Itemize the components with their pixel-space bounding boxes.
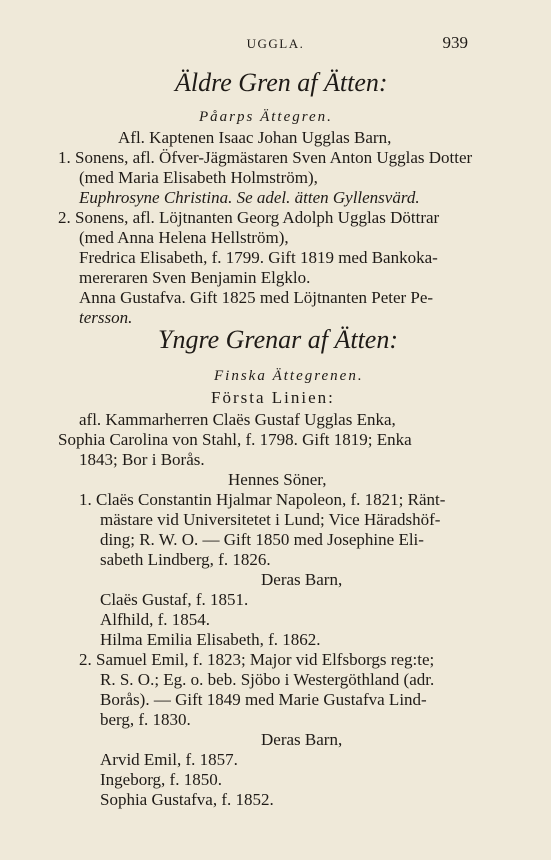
text-line: Claës Gustaf, f. 1851. <box>100 590 249 609</box>
text-line: Arvid Emil, f. 1857. <box>100 750 238 769</box>
text-line: mereraren Sven Benjamin Elgklo. <box>79 268 311 287</box>
text-line: Hilma Emilia Elisabeth, f. 1862. <box>100 630 321 649</box>
subheading-forsta-linien: Första Linien: <box>211 388 335 407</box>
text-line: 2. Sonens, afl. Löjtnanten Georg Adolph Ugglas Döttrar <box>58 208 440 227</box>
text-line: mästare vid Universitetet i Lund; Vice Häradshöf- <box>100 510 441 529</box>
subheading-finska: Finska Ättegrenen. <box>214 368 364 384</box>
text-line: Hennes Söner, <box>228 470 327 489</box>
text-line: Fredrica Elisabeth, f. 1799. Gift 1819 med Bankoka- <box>79 248 438 267</box>
text-line: R. S. O.; Eg. o. beb. Sjöbo i Westergöthland (adr. <box>100 670 435 689</box>
text-line: 1843; Bor i Borås. <box>79 450 205 469</box>
subheading-paarps: Påarps Ättegren. <box>199 109 333 125</box>
text-line: 2. Samuel Emil, f. 1823; Major vid Elfsborgs reg:te; <box>79 650 435 669</box>
text-line: 1. Sonens, afl. Öfver-Jägmästaren Sven Anton Ugglas Dotter <box>58 148 473 167</box>
text-line: afl. Kammarherren Claës Gustaf Ugglas Enka, <box>79 410 396 429</box>
text-line: tersson. <box>79 308 133 327</box>
text-line: sabeth Lindberg, f. 1826. <box>100 550 271 569</box>
text-line: Euphrosyne Christina. Se adel. ätten Gyllensvärd. <box>79 188 420 207</box>
text-line: ding; R. W. O. — Gift 1850 med Josephine Eli- <box>100 530 424 549</box>
page-number: 939 <box>442 33 468 52</box>
text-line: Anna Gustafva. Gift 1825 med Löjtnanten Peter Pe- <box>79 288 434 307</box>
text-line: 1. Claës Constantin Hjalmar Napoleon, f. 1821; Ränt- <box>79 490 446 509</box>
text-line: Borås). — Gift 1849 med Marie Gustafva Lind- <box>100 690 427 709</box>
text-line: Alfhild, f. 1854. <box>100 610 211 629</box>
text-line: Sophia Gustafva, f. 1852. <box>100 790 274 809</box>
text-line: (med Maria Elisabeth Holmström), <box>79 168 318 187</box>
text-line: berg, f. 1830. <box>100 710 191 729</box>
section-heading-younger-branches: Yngre Grenar af Ätten: <box>158 325 398 354</box>
running-title: UGGLA. <box>246 36 305 51</box>
text-line: (med Anna Helena Hellström), <box>79 228 289 247</box>
text-line: Afl. Kaptenen Isaac Johan Ugglas Barn, <box>118 128 392 147</box>
text-line: Ingeborg, f. 1850. <box>100 770 222 789</box>
text-line: Deras Barn, <box>261 570 343 589</box>
text-line: Deras Barn, <box>261 730 343 749</box>
section-heading-older-branch: Äldre Gren af Ätten: <box>175 68 388 97</box>
text-line: Sophia Carolina von Stahl, f. 1798. Gift 1819; Enka <box>58 430 412 449</box>
